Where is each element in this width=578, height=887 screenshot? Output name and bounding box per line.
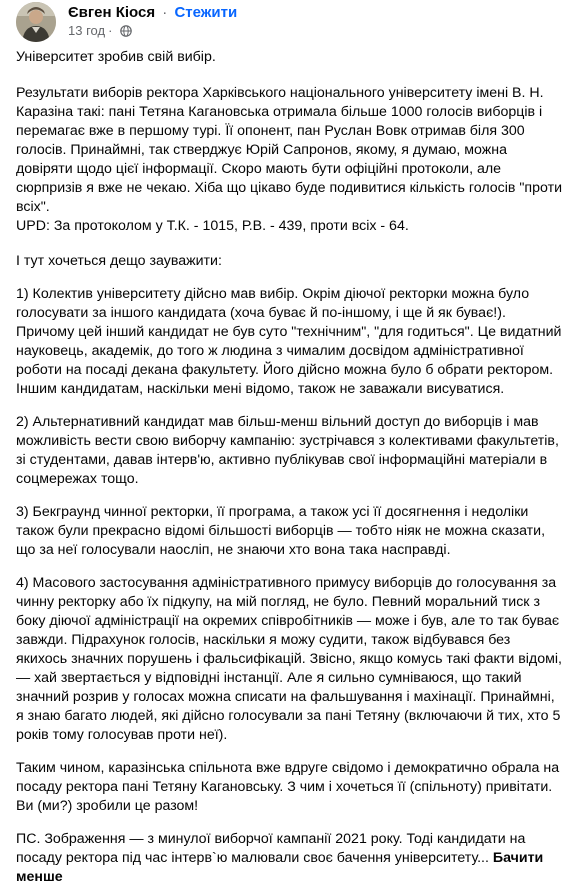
globe-icon[interactable] (120, 25, 132, 37)
post-paragraph: 4) Масового застосування адміністративного примусу виборців до голосування за чинну ректорку або їх підкупу, на мій погляд, не було. Певний моральний тиск з боку діючої адміністрації на окремих співробітників — може і був, але то так буває завжди. Підрахунок голосів, наскільки я можу судити, також відбувався без якихось значних порушень і фальсифікацій. Звісно, якщо комусь такі факти відомі, — хай звертається у відповідні інстанції. Але я сильно сумніваюся, що такий значний розрив у голосах можна списати на фальшування і махінації. Принаймні, я знаю багато людей, які дійсно голосували за пані Тетяну (включаючи й тих, хто 5 років тому голосував проти неї). (16, 575, 562, 743)
post-paragraph: Результати виборів ректора Харківського національного університету імені В. Н. Каразіна такі: пані Тетяна Кагановська отримала більше 1000 голосів виборців і перемагає вже в першому турі. Її опонент, пан Руслан Вовк отримав біля 300 голосів. Принаймні, так стверджує Юрій Сапронов, якому, я думаю, можна довіряти щодо цієї інформації. Скоро мають бути офіційні протоколи, але сюрпризів я вже не чекаю. Хіба що цікаво буде подивитися кількість голосів "проти всіх". (16, 85, 562, 215)
post-header (16, 0, 566, 40)
post-paragraph: ПС. Зображення — з минулої виборчої кампанії 2021 року. Тоді кандидати на посаду ректора під час інтерв`ю малювали своє бачення університету... (16, 831, 526, 866)
author-line (68, 4, 237, 22)
post-paragraph: Ви (ми?) зробили це разом! (16, 798, 199, 814)
post-paragraph: UPD: За протоколом у Т.К. - 1015, Р.В. - 439, проти всіх - 64. (16, 218, 409, 234)
author-name[interactable]: Євген Кіося (68, 4, 156, 21)
avatar[interactable] (16, 2, 56, 42)
post-meta (68, 23, 132, 39)
post-paragraph: 3) Бекграунд чинної ректорки, її програма, а також усі її досягнення і недоліки також були прекрасно відомі більшості виборців — тобто ніяк не можна сказати, що за неї голосували наосліп, не знаючи хто вона така насправді. (16, 504, 546, 558)
post-paragraph: 1) Колектив університету дійсно мав вибір. Окрім діючої ректорки можна було голосувати за іншого кандидата (хоча буває й по-іншому, і ще й як буває!). Причому цей інший кандидат не був суто "технічним", "для годиться". Це видатний науковець, академік, до того ж людина з чималим досвідом адміністративної роботи на посаді декана факультету. Його дійсно можна було б обрати ректором. Іншим кандидатам, наскільки мені відомо, також не заважали висуватися. (16, 286, 562, 397)
post-paragraph: Університет зробив свій вибір. (16, 49, 216, 65)
post-paragraph: Таким чином, каразінська спільнота вже вдруге свідомо і демократично обрала на посаду ректора пані Тетяну Кагановську. З чим і хочеться її (спільноту) привітати. (16, 760, 560, 795)
separator-dot: · (162, 4, 168, 21)
post-paragraph: І тут хочеться дещо зауважити: (16, 253, 222, 269)
post-paragraph-last (16, 830, 564, 887)
follow-button[interactable]: Стежити (174, 4, 238, 21)
see-less-button[interactable]: Бачити менше (16, 850, 544, 885)
avatar-photo-icon (16, 2, 56, 42)
post-timestamp[interactable]: 13 год (68, 23, 106, 38)
post-paragraph: 2) Альтернативний кандидат мав більш-менш вільний доступ до виборців і мав можливість вести свою виборчу кампанію: зустрічався з колективами факультетів, зі студентами, давав інтерв'ю, активно публікував свої інформаційні матеріали в соцмережах тощо. (16, 414, 559, 487)
post-body (16, 48, 564, 887)
meta-separator-dot: · (108, 23, 113, 38)
